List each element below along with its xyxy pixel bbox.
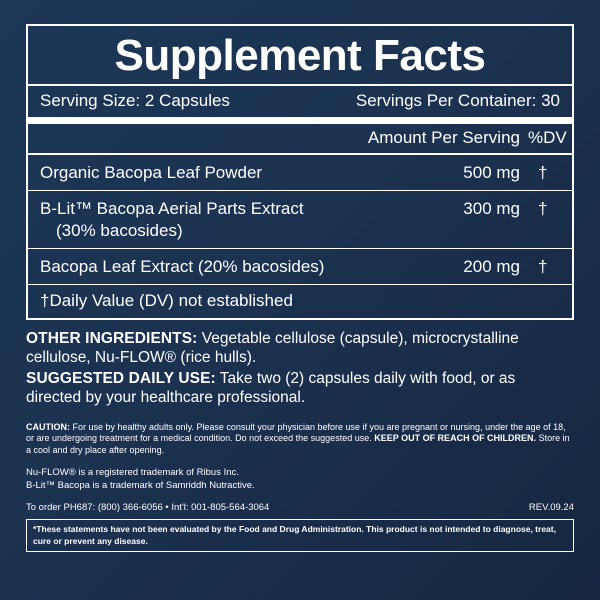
other-ingredients-paragraph	[26, 330, 574, 368]
ingredient-subtext: (30% bacosides)	[56, 220, 183, 240]
ingredient-name: Bacopa Leaf Extract (20% bacosides)	[40, 256, 325, 276]
ingredient-amount: 500 mg	[463, 163, 520, 182]
servings-per-container-label: Servings Per Container: 30	[355, 91, 560, 110]
caution-storage-text: Store in a cool and dry place after opening.	[26, 433, 570, 455]
below-panel-text	[26, 330, 574, 410]
order-info-row	[26, 502, 574, 513]
trademark-line-2: B-Lit™ Bacopa is a trademark of Samriddh Nutractive.	[26, 480, 255, 492]
ingredient-amount: 200 mg	[463, 256, 520, 276]
revision-code: REV.09.24	[528, 502, 574, 514]
serving-info-row	[28, 86, 572, 124]
trademark-block	[26, 466, 574, 494]
suggested-use-label: SUGGESTED DAILY USE:	[26, 369, 216, 387]
caution-text: For use by healthy adults only. Please consult your physician before use if you are pregnant or nursing, under the age of 18, or are undergoing treatment for a medical condition. Do not exceed the suggested use.	[26, 421, 566, 444]
caution-block	[26, 422, 574, 457]
ingredient-name: B-Lit™ Bacopa Aerial Parts Extract	[40, 199, 304, 219]
order-phone-text: To order PH687: (800) 366-6056 • Int'l: 001-805-564-3064	[26, 502, 270, 514]
table-row	[28, 249, 572, 285]
amount-per-serving-header: Amount Per Serving	[367, 128, 520, 147]
fda-disclaimer: *These statements have not been evaluated by the Food and Drug Administration. This product is not intended to diagnose, treat, cure or prevent any disease.	[26, 519, 574, 552]
caution-label: CAUTION:	[26, 421, 70, 432]
suggested-use-text: Take two (2) capsules daily with food, or as directed by your healthcare professional.	[26, 369, 516, 406]
ingredient-dv: †	[538, 163, 548, 182]
daily-value-header: %DV	[528, 128, 567, 147]
other-ingredients-text: Vegetable cellulose (capsule), microcrystalline cellulose, Nu-FLOW® (rice hulls).	[26, 330, 519, 366]
other-ingredients-label: OTHER INGREDIENTS:	[26, 330, 198, 347]
trademark-line-1: Nu-FLOW® is a registered trademark of Ribus Inc.	[26, 466, 239, 478]
daily-value-footnote: †Daily Value (DV) not established	[40, 291, 293, 310]
keep-out-of-reach-label: KEEP OUT OF REACH OF CHILDREN.	[374, 433, 537, 444]
table-row	[28, 155, 572, 191]
ingredient-dv: †	[538, 199, 548, 219]
column-headers-row	[28, 124, 572, 155]
suggested-use-paragraph	[26, 370, 574, 408]
panel-title: Supplement Facts	[28, 26, 572, 86]
table-row	[28, 191, 572, 249]
ingredient-dv: †	[538, 256, 548, 276]
serving-size-label: Serving Size: 2 Capsules	[40, 91, 230, 110]
ingredient-amount: 300 mg	[463, 199, 520, 219]
ingredient-name-group	[40, 198, 463, 241]
ingredient-name: Organic Bacopa Leaf Powder	[40, 163, 263, 182]
supplement-facts-panel	[26, 24, 574, 320]
